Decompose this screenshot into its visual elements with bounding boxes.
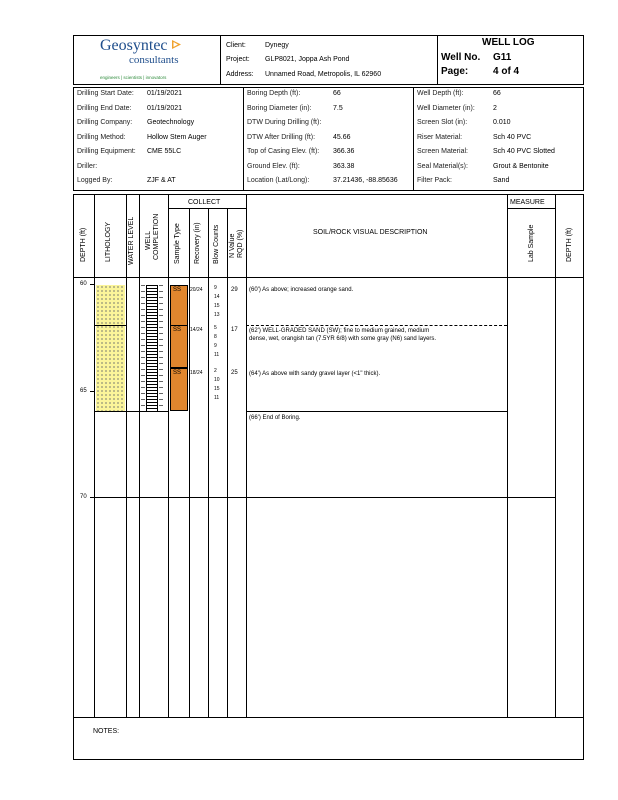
info-field-label: Top of Casing Elev. (ft): [247, 148, 320, 155]
document-title: WELL LOG [482, 37, 535, 48]
info-field-label: Boring Depth (ft): [247, 90, 301, 97]
info-field-label: Drilling Method: [77, 133, 126, 141]
info-field-label: Boring Diameter (in): [247, 104, 312, 112]
sample-type-column-header: Sample Type [174, 223, 181, 264]
notes-label: NOTES: [93, 728, 120, 735]
sample-nvalue: 25 [231, 370, 238, 376]
water-level-column-header: WATER LEVEL [128, 216, 135, 265]
blow-count: 14 [214, 294, 220, 300]
logo-tagline: engineers | scientists | innovators [100, 75, 167, 80]
blow-count: 9 [214, 343, 217, 349]
info-field-value: Sch 40 PVC Slotted [493, 148, 555, 155]
info-field-value: Geotechnology [147, 119, 195, 126]
sample-type: SS [173, 287, 182, 293]
info-field-label: Screen Slot (in): [417, 119, 468, 126]
info-field-value: Grout & Bentonite [493, 162, 549, 170]
project-label: Project: [226, 56, 250, 63]
lithology-sand-layer-1 [96, 285, 125, 325]
description-entry: (66') End of Boring. [249, 415, 301, 421]
info-field-value: 66 [493, 90, 501, 97]
sample-type: SS [173, 327, 182, 333]
address-value: Unnamed Road, Metropolis, IL 62960 [265, 71, 382, 78]
info-field-value: Sand [493, 177, 510, 184]
info-field-value: 01/19/2021 [147, 90, 183, 97]
info-field-value: 363.38 [333, 162, 355, 170]
sample-recovery: 18/24 [190, 370, 203, 376]
nvalue-column-header-1: N Value [229, 233, 236, 258]
sample-type: SS [173, 370, 182, 376]
info-field-value: CME 55LC [147, 148, 182, 155]
blow-count: 11 [214, 352, 220, 358]
info-field-label: Drilling Company: [77, 119, 133, 126]
blow-count: 10 [214, 377, 220, 383]
well-completion-header-1: WELL [145, 230, 152, 250]
info-field-value: 0.010 [493, 119, 511, 126]
blow-count: 5 [214, 325, 217, 331]
blow-count: 9 [214, 285, 217, 291]
depth-tick-65: 65 [80, 388, 87, 394]
info-field-value: Hollow Stem Auger [147, 133, 207, 141]
collect-group-header: COLLECT [188, 199, 221, 206]
info-field-label: Riser Material: [417, 133, 463, 141]
page-number: 4 of 4 [493, 66, 520, 77]
blow-count: 2 [214, 368, 217, 374]
info-field-value: Sch 40 PVC [493, 133, 532, 141]
info-field-label: Seal Material(s): [417, 162, 468, 170]
blow-count: 13 [214, 312, 220, 318]
sample-nvalue: 17 [231, 327, 238, 333]
info-field-label: Well Diameter (in): [417, 104, 475, 112]
address-label: Address: [226, 71, 254, 78]
depth-column-header: DEPTH (ft) [80, 227, 87, 262]
info-field-value: 01/19/2021 [147, 104, 183, 112]
info-field-value: 366.36 [333, 148, 355, 155]
info-field-label: Driller: [77, 162, 98, 170]
lithology-column-header: LITHOLOGY [105, 221, 112, 262]
info-field-label: Drilling End Date: [77, 104, 132, 112]
info-field-value: 66 [333, 90, 341, 97]
well-filter-pattern [159, 285, 163, 411]
info-field-value: 2 [493, 104, 497, 112]
description-entry: (62') WELL-GRADED SAND (SW); fine to medium grained, medium dense, wet, orangish tan (7.5YR 6/8) with some gray (N6) sand layers. [249, 328, 437, 342]
info-field-value: 45.66 [333, 133, 351, 141]
company-logo: Geosyntec [100, 37, 181, 55]
nvalue-column-header-2: RQD (%) [237, 229, 244, 258]
well-no-label: Well No. [441, 52, 481, 63]
description-column-header: SOIL/ROCK VISUAL DESCRIPTION [313, 229, 428, 236]
lithology-sand-layer-2 [96, 325, 125, 411]
sample-nvalue: 29 [231, 287, 238, 293]
project-value: GLP8021, Joppa Ash Pond [265, 56, 350, 63]
well-no-value: G11 [493, 52, 512, 63]
info-field-label: Well Depth (ft): [417, 90, 464, 97]
well-screen [146, 285, 158, 411]
sample-recovery: 14/24 [190, 327, 203, 333]
blow-count: 8 [214, 334, 217, 340]
info-field-value: 37.21436, -88.85636 [333, 177, 398, 184]
depth-tick-70: 70 [80, 494, 87, 500]
logo-triangle-icon [172, 40, 181, 49]
info-field-label: Drilling Start Date: [77, 90, 134, 97]
blow-count: 11 [214, 395, 220, 401]
depth-right-column-header: DEPTH (ft) [566, 227, 573, 262]
measure-group-header: MEASURE [510, 199, 545, 206]
info-field-value: ZJF & AT [147, 177, 176, 184]
blow-count: 15 [214, 386, 220, 392]
client-label: Client: [226, 42, 246, 49]
recovery-column-header: Recovery (in) [194, 222, 201, 264]
info-field-label: Location (Lat/Long): [247, 177, 310, 184]
info-field-label: Logged By: [77, 177, 113, 184]
blow-counts-column-header: Blow Counts [213, 224, 220, 264]
info-field-label: DTW After Drilling (ft): [247, 133, 316, 141]
info-field-label: Filter Pack: [417, 177, 453, 184]
info-field-label: DTW During Drilling (ft): [247, 119, 322, 126]
logo-subtitle: consultants [129, 54, 179, 66]
page-label: Page: [441, 66, 469, 77]
lab-sample-column-header: Lab Sample [528, 224, 535, 262]
sample-recovery: 20/24 [190, 287, 203, 293]
description-entry: (64') As above with sandy gravel layer (<1" thick). [249, 371, 381, 377]
info-field-label: Ground Elev. (ft): [247, 162, 300, 170]
description-entry: (60') As above; increased orange sand. [249, 287, 354, 293]
blow-count: 15 [214, 303, 220, 309]
well-seal-pattern [141, 285, 145, 411]
info-field-label: Drilling Equipment: [77, 148, 136, 155]
client-value: Dynegy [265, 42, 289, 49]
info-field-value: 7.5 [333, 104, 343, 112]
info-field-label: Screen Material: [417, 148, 468, 155]
well-completion-header-2: COMPLETION [153, 213, 160, 260]
depth-tick-60: 60 [80, 281, 87, 287]
